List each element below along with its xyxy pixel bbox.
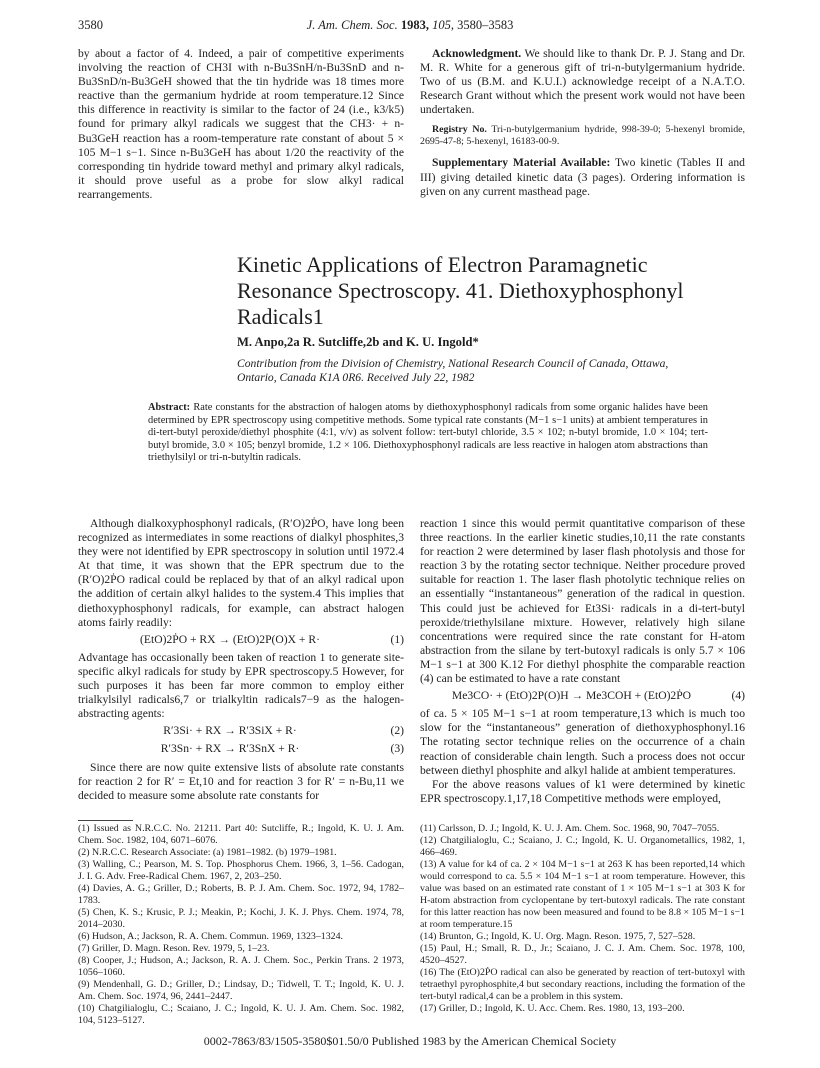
registry-heading: Registry No. [432, 124, 487, 136]
article-title: Kinetic Applications of Electron Paramagnetic Resonance Spectroscopy. 41. Diethoxyphosphonyl Radicals1 [237, 252, 684, 329]
acknowledgment [420, 47, 745, 117]
journal-pages: 3580–3583 [457, 18, 514, 32]
footnote: (6) Hudson, A.; Jackson, R. A. Chem. Commun. 1969, 1323–1324. [78, 931, 343, 942]
footnote: (16) The (EtO)2ṖO radical can also be generated by reaction of tert-butoxyl with tetraethyl pyrophosphite,4 but secondary reactions, including the formation of the tert-butyl radical,4 can be a problem in this system. [420, 967, 745, 1002]
equation-number: (1) [390, 632, 404, 646]
registry-numbers [420, 124, 745, 148]
body-paragraph: For the above reasons values of k1 were determined by kinetic EPR spectroscopy.1,17,18 Competitive methods were employed, [420, 777, 745, 805]
footnote: (3) Walling, C.; Pearson, M. S. Top. Phosphorus Chem. 1966, 3, 1–56. Cadogan, J. I. G. Adv. Free-Radical Chem. 1967, 2, 203–250. [78, 859, 404, 882]
running-header [0, 18, 820, 33]
acknowledgment-heading: Acknowledgment. [432, 47, 522, 60]
body-paragraph: of ca. 5 × 105 M−1 s−1 at room temperature,13 which is much too slow for the “instantaneous” generation of diethoxyphosphonyl.16 The rotating sector technique relies on the occurrence of a chain reaction of considerable chain length. Such a process does not occur between diethyl phosphite and alkyl halide at ambient temperatures. [420, 707, 745, 777]
equation-text: R′3Sn· + RX → R′3SnX + R· [160, 742, 300, 756]
equation-3 [78, 742, 404, 756]
equation-4 [420, 689, 745, 703]
journal-volume: 105, [432, 18, 454, 32]
equation-number: (2) [390, 724, 404, 738]
abstract [148, 402, 708, 465]
footnote: (5) Chen, K. S.; Krusic, P. J.; Meakin, P.; Kochi, J. K. J. Phys. Chem. 1974, 78, 2014–2030. [78, 907, 404, 930]
abstract-heading: Abstract: [148, 402, 191, 413]
footnote: (14) Brunton, G.; Ingold, K. U. Org. Magn. Reson. 1975, 7, 527–528. [420, 931, 696, 942]
body-paragraph: Since there are now quite extensive lists of absolute rate constants for reaction 2 for R′ = Et,10 and for reaction 3 for R′ = n-Bu,11 we decided to measure some absolute rate constants for [78, 760, 404, 802]
body-column-right [420, 517, 745, 806]
body-paragraph: Advantage has occasionally been taken of reaction 1 to generate site-specific alkyl radicals for study by EPR spectroscopy.5 However, for such purposes it has been far more common to employ either trialkylsilyl radicals6,7 or trialkyltin radicals7−9 as the halogen-abstracting agents: [78, 650, 404, 721]
registry-text: Tri-n-butylgermanium hydride, 998-39-0; 5-hexenyl bromide, 2695-47-8; 5-hexenyl, 16183-00-9. [420, 124, 745, 148]
abstract-text: Rate constants for the abstraction of halogen atoms by diethoxyphosphonyl radicals from some organic halides have been determined by EPR spectroscopy using competitive methods. Some typical rate constants (M−1 s−1 units) at ambient temperatures in di-tert-butyl peroxide/diethyl phosphite (4:1, v/v) as solvent follow: tert-butyl chloride, 3.5 × 102; n-butyl bromide, 1.0 × 104; tert-butyl bromide, 3.0 × 105; benzyl bromide, 1.2 × 106. Diethoxyphosphonyl radicals are less reactive in halogen atom abstractions than triethylsilyl or tri-n-butyltin radicals. [148, 402, 708, 464]
footnote: (15) Paul, H.; Small, R. D., Jr.; Scaiano, J. C. J. Am. Chem. Soc. 1978, 100, 4520–4527. [420, 943, 745, 966]
body-paragraph: reaction 1 since this would permit quantitative comparison of these three reactions. In the earlier kinetic studies,10,11 the rate constants for reaction 2 were determined by laser flash photolysis and those for reaction 3 by the rotating sector technique. Neither procedure proved suitable for reaction 1. The laser flash photolytic technique relies on an essentially “instantaneous” generation of the radical in question. This could just be achieved for Et3Si· radicals in a di-tert-butyl peroxide/triethylsilane mixture. However, relatively high silane concentrations were required since the rate constant for H-atom abstraction from the silane by tert-butoxyl radicals is only 5.7 × 106 M−1 s−1 at 300 K.12 For diethyl phosphite the comparable reaction (4) can be estimated to have a rate constant [420, 517, 745, 686]
equation-number: (4) [731, 689, 745, 703]
supplementary-material [420, 156, 745, 198]
footnote: (2) N.R.C.C. Research Associate: (a) 1981–1982. (b) 1979–1981. [78, 847, 337, 858]
journal-name: J. Am. Chem. Soc. [306, 18, 398, 32]
supplementary-heading: Supplementary Material Available: [432, 156, 611, 170]
body-paragraph: Although dialkoxyphosphonyl radicals, (R′O)2ṖO, have long been recognized as intermediates in some reactions of dialkyl phosphites,3 they were not identified by EPR spectroscopy in solution until 1972.4 At that time, it was shown that the EPR spectrum due to the (R′O)2ṖO radical could be replaced by that of an alkyl radical upon the addition of certain alkyl halides to the system.4 This implies that diethoxyphosphonyl radicals, for example, can abstract halogen atoms fairly readily: [78, 517, 404, 629]
body-column-left [78, 517, 404, 803]
equation-text: R′3Si· + RX → R′3SiX + R· [163, 724, 297, 738]
article-affiliation: Contribution from the Division of Chemistry, National Research Council of Canada, Ottawa, Ontario, Canada K1A 0R6. Received July 22, 1982 [237, 357, 669, 384]
footnote: (11) Carlsson, D. J.; Ingold, K. U. J. Am. Chem. Soc. 1968, 90, 7047–7055. [420, 823, 720, 834]
equation-text: Me3CO· + (EtO)2P(O)H → Me3COH + (EtO)2ṖO [451, 689, 692, 703]
footnote: (7) Griller, D. Magn. Reson. Rev. 1979, 5, 1–23. [78, 943, 270, 954]
footnote-rule [78, 820, 133, 821]
footnote: (10) Chatgilialoglu, C.; Scaiano, J. C.; Ingold, K. U. J. Am. Chem. Soc. 1982, 104, 5123–5127. [78, 1003, 404, 1026]
footnote: (9) Mendenhall, G. D.; Griller, D.; Lindsay, D.; Tidwell, T. T.; Ingold, K. U. J. Am. Chem. Soc. 1974, 96, 2441–2447. [78, 979, 404, 1002]
footnote: (8) Cooper, J.; Hudson, A.; Jackson, R. A. J. Chem. Soc., Perkin Trans. 2 1973, 1056–1060. [78, 955, 404, 978]
article-authors: M. Anpo,2a R. Sutcliffe,2b and K. U. Ingold* [237, 335, 479, 349]
footnotes-right [420, 823, 745, 1015]
journal-year: 1983, [400, 18, 429, 32]
footnote: (13) A value for k4 of ca. 2 × 104 M−1 s−1 at 263 K has been reported,14 which would correspond to ca. 5.5 × 104 M−1 s−1 at room temperature. However, this value was based on an estimated rate constant of 1 × 105 M−1 s−1 at 303 K for H-atom abstraction from cyclopentane by tert-butoxyl radicals. The rate constant for this latter reaction has now been measured and found to be 8.8 × 105 M−1 s−1 at room temperature.15 [420, 859, 745, 930]
page-number: 3580 [78, 18, 103, 32]
supplementary-text: Two kinetic (Tables II and III) giving detailed kinetic data (3 pages). Ordering information is given on any current masthead page. [420, 156, 745, 198]
previous-article-backmatter [420, 47, 745, 199]
equation-2 [78, 724, 404, 738]
footnote: (1) Issued as N.R.C.C. No. 21211. Part 40: Sutcliffe, R.; Ingold, K. U. J. Am. Chem. Soc. 1982, 104, 6071–6076. [78, 823, 404, 846]
equation-number: (3) [390, 742, 404, 756]
footnotes-left [78, 823, 404, 1027]
previous-article-tail [78, 47, 404, 202]
previous-article-paragraph: by about a factor of 4. Indeed, a pair of competitive experiments involving the reaction of CH3I with n-Bu3SnH/n-Bu3SnD and n-Bu3SnD/n-Bu3GeH showed that the tin hydride was 18 times more reactive than the germanium hydride at room temperature.12 Since this difference in reactivity is similar to the factor of 24 (i.e., k3/k5) found for primary alkyl radicals we suggest that the CH3· + n-Bu3GeH reaction has a room-temperature rate constant of about 5 × 105 M−1 s−1. Since n-Bu3GeH has about 1/20 the reactivity of the corresponding tin hydride toward methyl and primary alkyl radicals, it should prove useful as a probe for slow alkyl radical rearrangements. [78, 47, 404, 201]
footnote: (17) Griller, D.; Ingold, K. U. Acc. Chem. Res. 1980, 13, 193–200. [420, 1003, 685, 1014]
footnote: (12) Chatgilialoglu, C.; Scaiano, J. C.; Ingold, K. U. Organometallics, 1982, 1, 466–469. [420, 835, 745, 858]
acknowledgment-text: We should like to thank Dr. P. J. Stang and Dr. M. R. White for a generous gift of tri-n-butylgermanium hydride. Two of us (B.M. and K.U.I.) acknowledge receipt of a N.A.T.O. Research Grant without which the present work would not have been undertaken. [420, 47, 745, 117]
footnote: (4) Davies, A. G.; Griller, D.; Roberts, B. P. J. Am. Chem. Soc. 1972, 94, 1782–1783. [78, 883, 404, 906]
page-footer: 0002-7863/83/1505-3580$01.50/0 Published 1983 by the American Chemical Society [203, 1034, 617, 1048]
equation-1 [78, 633, 404, 647]
equation-text: (EtO)2ṖO + RX → (EtO)2P(O)X + R· [140, 632, 320, 646]
